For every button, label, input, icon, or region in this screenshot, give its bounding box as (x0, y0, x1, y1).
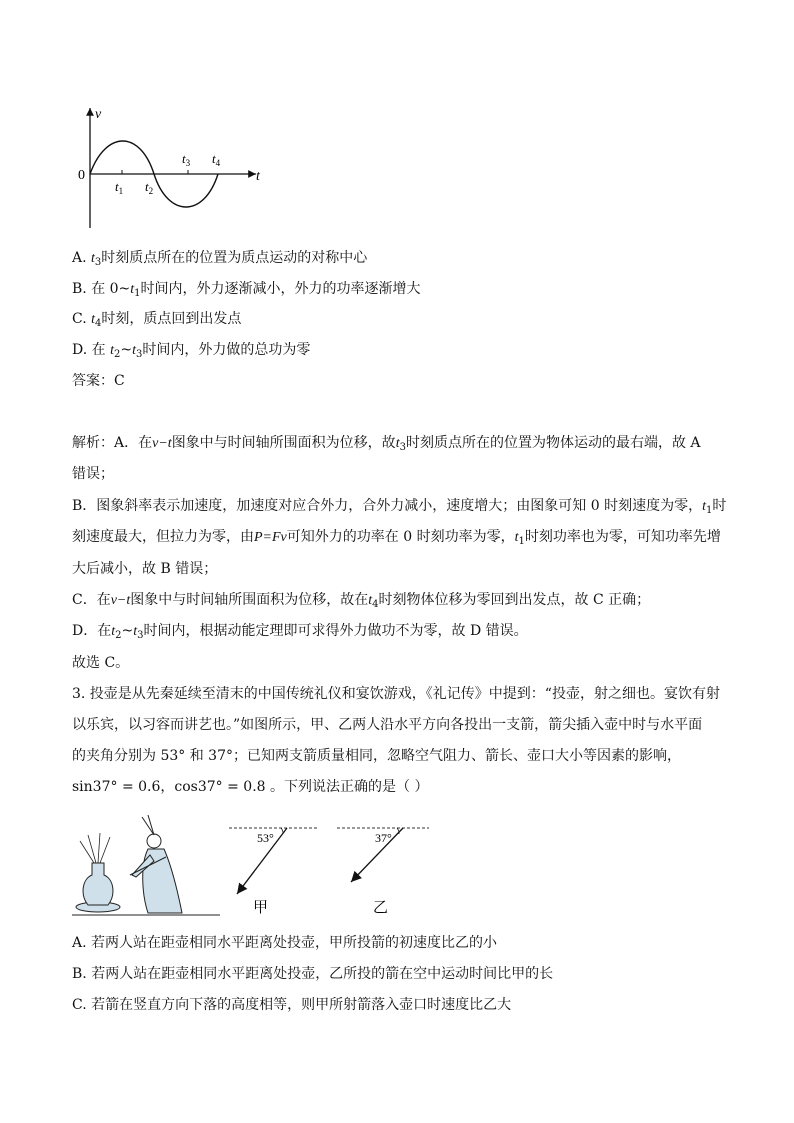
analysis-d: D．在$t_2\sim t_3$时间内，根据动能定理即可求得外力做功不为零，故 D 错误。 (72, 623, 528, 641)
analysis-c: C．在v−t图象中与时间轴所围面积为位移，故在$t_4$时刻物体位移为零回到出发点，故 C 正确； (72, 592, 651, 610)
option-c: C. $t_4$时刻，质点回到出发点 (72, 311, 242, 329)
archer-illustration (70, 815, 230, 920)
person-figure-icon (130, 815, 182, 913)
label-yi: 乙 (373, 900, 389, 916)
velocity-time-graph (70, 100, 270, 235)
answer: 答案：C (72, 373, 125, 389)
analysis-b-line1: B．图象斜率表示加速度，加速度对应合外力，合外力减小，速度增大；由图象可知 0 时刻速度为零，$t_1$时 (72, 498, 727, 516)
angle-label-yi: 37° (375, 831, 392, 845)
q3-line3: 的夹角分别为 53° 和 37°；已知两支箭质量相同，忽略空气阻力、箭长、壶口大小等因素的影响， (72, 748, 681, 764)
analysis-b-line2: 刻速度最大，但拉力为零，由P=Fv可知外力的功率在 0 时刻功率为零，$t_1$时刻功率也为零，可知功率先增 (72, 529, 721, 547)
conclusion: 故选 C。 (72, 655, 130, 671)
angle-label-jia: 53° (257, 831, 274, 845)
origin-label: 0 (78, 168, 85, 183)
analysis-a-line2: 错误； (72, 466, 114, 482)
tick-t3: $t_3$ (182, 151, 191, 168)
q3-option-b: B. 若两人站在距壶相同水平距离处投壶，乙所投的箭在空中运动时间比甲的长 (72, 966, 554, 982)
q3-line4: sin37° = 0.6，cos37° = 0.8 。下列说法正确的是（ ） (72, 779, 429, 795)
analysis-b-line3: 大后减小，故 B 错误； (72, 561, 218, 577)
option-a: A. $t_3$时刻质点所在的位置为质点运动的对称中心 (72, 250, 368, 268)
q3-line2: 以乐宾，以习容而讲艺也。”如图所示，甲、乙两人沿水平方向各投出一支箭，箭尖插入壶中时与水平面 (72, 717, 703, 733)
analysis-a-line1: 解析：A．在v−t图象中与时间轴所围面积为位移，故$t_3$时刻质点所在的位置为物体运动的最右端，故 A (72, 435, 701, 453)
option-d: D. 在 $t_2\sim t_3$时间内，外力做的总功为零 (72, 342, 311, 360)
label-jia: 甲 (253, 900, 269, 916)
q3-line1: 3. 投壶是从先秦延续至清末的中国传统礼仪和宴饮游戏，《礼记传》中提到：“投壶，射之细也。宴饮有射 (72, 686, 720, 702)
q3-option-a: A. 若两人站在距壶相同水平距离处投壶，甲所投箭的初速度比乙的小 (72, 935, 498, 951)
v-axis-label: v (95, 107, 102, 122)
t-axis-label: t (256, 169, 260, 184)
tick-t4: $t_4$ (212, 151, 221, 168)
tick-t2: $t_2$ (145, 179, 154, 196)
option-b: B. 在 $0\sim t_1$时间内，外力逐渐减小，外力的功率逐渐增大 (72, 281, 421, 299)
arrow-diagrams (225, 820, 440, 920)
q3-option-c: C. 若箭在竖直方向下落的高度相等，则甲所射箭落入壶口时速度比乙大 (72, 997, 512, 1013)
vase-icon (76, 863, 120, 912)
tick-t1: $t_1$ (115, 179, 124, 196)
